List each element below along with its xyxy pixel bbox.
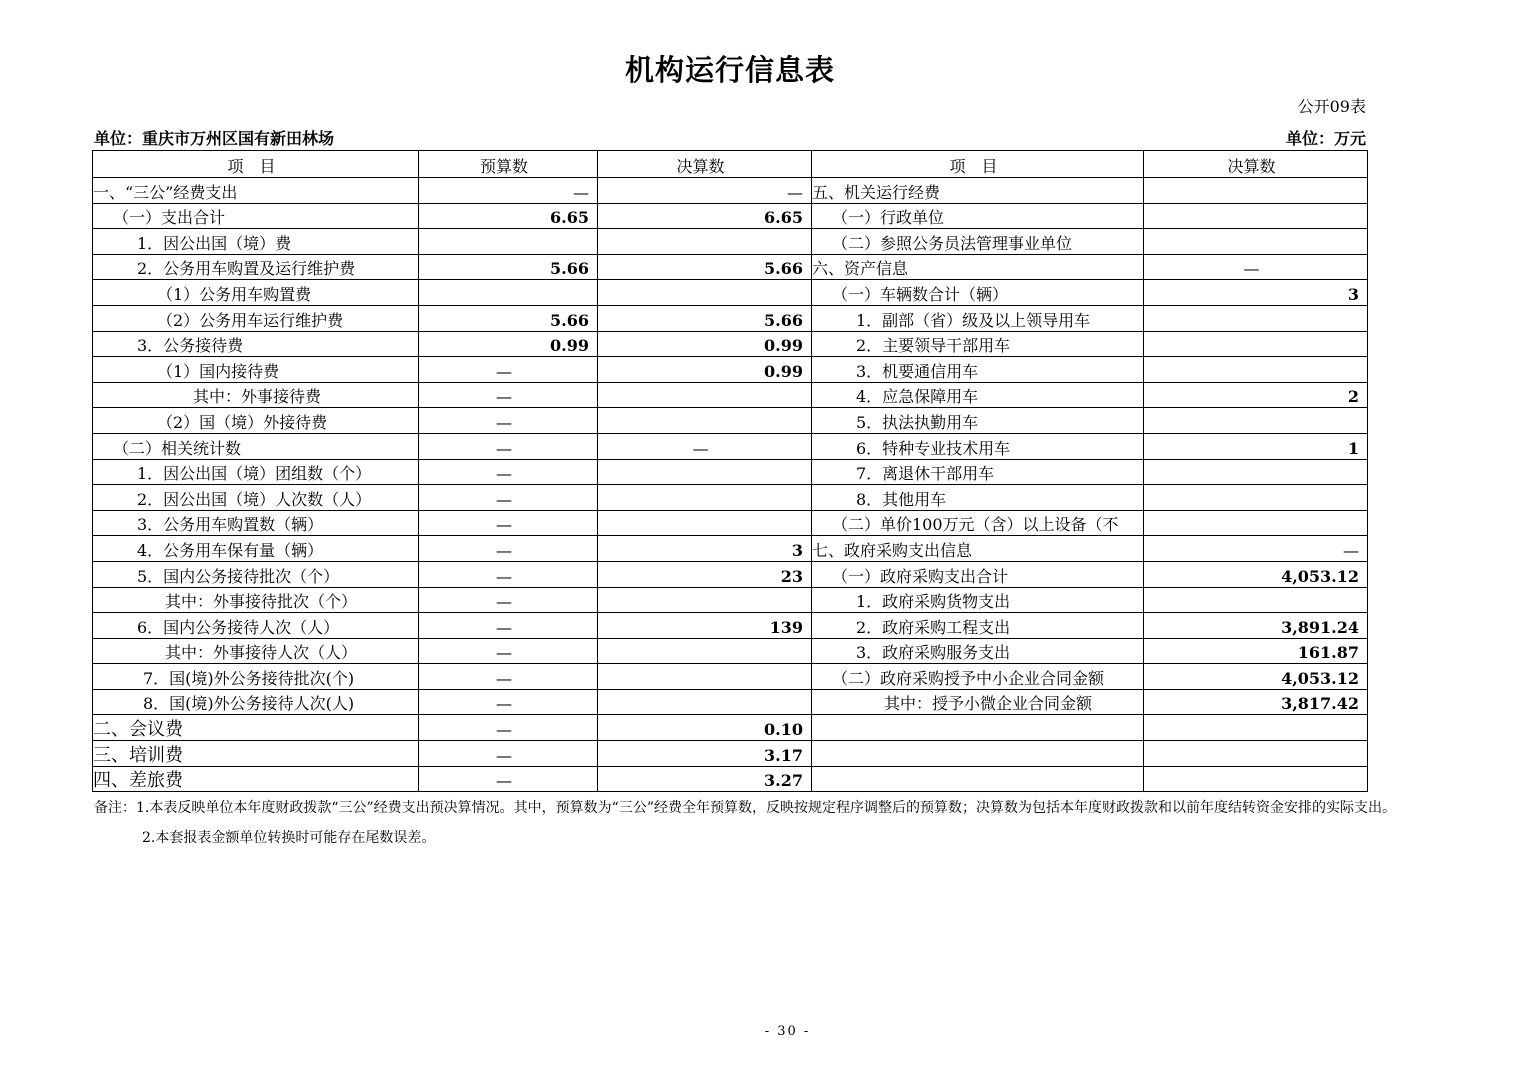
right-item-label: 2．政府采购工程支出 [812, 613, 1144, 639]
budget-value: — [419, 357, 598, 383]
budget-value [419, 229, 598, 255]
table-row [93, 561, 1368, 587]
budget-value: — [419, 613, 598, 639]
table-row [93, 382, 1368, 408]
unit-organization: 单位：重庆市万州区国有新田林场 [94, 129, 335, 148]
left-item-label: 6．国内公务接待人次（人） [93, 613, 419, 639]
right-item-label: 六、资产信息 [812, 254, 1144, 280]
final-value: 23 [598, 561, 812, 587]
left-item-label: 其中：外事接待人次（人） [93, 638, 419, 664]
right-item-label: 1．政府采购货物支出 [812, 587, 1144, 613]
right-item-label: 2．主要领导干部用车 [812, 331, 1144, 357]
table-row [93, 689, 1368, 715]
final-value: — [598, 433, 812, 459]
budget-value: — [419, 485, 598, 511]
left-item-label: 3．公务用车购置数（辆） [93, 510, 419, 536]
right-item-label: 8．其他用车 [812, 485, 1144, 511]
budget-value: 5.66 [419, 305, 598, 331]
left-item-label: 1．因公出国（境）团组数（个） [93, 459, 419, 485]
table-row [93, 305, 1368, 331]
right-final-value: 4,053.12 [1144, 664, 1368, 690]
right-final-value [1144, 459, 1368, 485]
header-budget: 预算数 [419, 151, 598, 178]
right-final-value [1144, 178, 1368, 204]
right-final-value: 2 [1144, 382, 1368, 408]
left-item-label: 5．国内公务接待批次（个） [93, 561, 419, 587]
final-value: 0.99 [598, 331, 812, 357]
right-final-value [1144, 203, 1368, 229]
right-item-label: 1．副部（省）级及以上领导用车 [812, 305, 1144, 331]
header-final-right: 决算数 [1144, 151, 1368, 178]
notes [94, 793, 1484, 853]
table-row [93, 331, 1368, 357]
right-item-label: 3．政府采购服务支出 [812, 638, 1144, 664]
right-item-label: 3．机要通信用车 [812, 357, 1144, 383]
left-item-label: 2．因公出国（境）人次数（人） [93, 485, 419, 511]
table-row [93, 254, 1368, 280]
final-value [598, 587, 812, 613]
budget-value: — [419, 664, 598, 690]
left-item-label: 3．公务接待费 [93, 331, 419, 357]
note-2: 2.本套报表金额单位转换时可能存在尾数误差。 [142, 830, 436, 846]
budget-value: — [419, 459, 598, 485]
right-item-label: （二）参照公务员法管理事业单位 [812, 229, 1144, 255]
header-item-right: 项 目 [812, 151, 1144, 178]
right-final-value [1144, 229, 1368, 255]
table-row [93, 536, 1368, 562]
right-final-value [1144, 510, 1368, 536]
final-value: 0.10 [598, 715, 812, 741]
table-row [93, 715, 1368, 741]
left-item-label: 7．国(境)外公务接待批次(个) [93, 664, 419, 690]
note-1: 备注：1.本表反映单位本年度财政拨款“三公”经费支出预决算情况。其中，预算数为“三公”经费全年预算数，反映按规定程序调整后的预算数；决算数为包括本年度财政拨款和以前年度结转资金安排的实际支出。 [94, 800, 1396, 816]
right-final-value [1144, 715, 1368, 741]
table-row [93, 357, 1368, 383]
header-final-left: 决算数 [598, 151, 812, 178]
table-row [93, 741, 1368, 767]
budget-value: — [419, 741, 598, 767]
final-value [598, 408, 812, 434]
final-value [598, 485, 812, 511]
left-item-label: （一）支出合计 [93, 203, 419, 229]
right-final-value: 3,891.24 [1144, 613, 1368, 639]
left-item-label: 1．因公出国（境）费 [93, 229, 419, 255]
budget-value: 0.99 [419, 331, 598, 357]
left-item-label: 2．公务用车购置及运行维护费 [93, 254, 419, 280]
right-item-label: 6．特种专业技术用车 [812, 433, 1144, 459]
table-row [93, 229, 1368, 255]
right-final-value [1144, 766, 1368, 792]
right-item-label: 7．离退休干部用车 [812, 459, 1144, 485]
table-header-row [93, 151, 1368, 178]
final-value [598, 638, 812, 664]
table-row [93, 459, 1368, 485]
right-final-value [1144, 357, 1368, 383]
table-row [93, 766, 1368, 792]
budget-value: 6.65 [419, 203, 598, 229]
left-item-label: 二、会议费 [93, 715, 419, 741]
table-row [93, 510, 1368, 536]
budget-value: — [419, 433, 598, 459]
right-item-label: （一）车辆数合计（辆） [812, 280, 1144, 306]
right-final-value: — [1144, 254, 1368, 280]
final-value: 3 [598, 536, 812, 562]
right-final-value [1144, 741, 1368, 767]
left-item-label: （二）相关统计数 [93, 433, 419, 459]
final-value [598, 664, 812, 690]
right-final-value: 3,817.42 [1144, 689, 1368, 715]
left-item-label: 四、差旅费 [93, 766, 419, 792]
left-item-label: 三、培训费 [93, 741, 419, 767]
right-final-value [1144, 305, 1368, 331]
final-value: 139 [598, 613, 812, 639]
final-value [598, 382, 812, 408]
table-row [93, 178, 1368, 204]
left-item-label: （1）公务用车购置费 [93, 280, 419, 306]
right-item-label: （一）政府采购支出合计 [812, 561, 1144, 587]
budget-value: — [419, 510, 598, 536]
final-value: 0.99 [598, 357, 812, 383]
budget-value: — [419, 638, 598, 664]
page-title: 机构运行信息表 [624, 53, 835, 87]
final-value: 3.27 [598, 766, 812, 792]
budget-value: 5.66 [419, 254, 598, 280]
table-row [93, 203, 1368, 229]
header-item-left: 项 目 [93, 151, 419, 178]
right-item-label: （二）单价100万元（含）以上设备（不 [812, 510, 1144, 536]
right-item-label [812, 741, 1144, 767]
right-item-label [812, 766, 1144, 792]
budget-value [419, 280, 598, 306]
left-item-label: 8．国(境)外公务接待人次(人) [93, 689, 419, 715]
budget-value: — [419, 536, 598, 562]
right-item-label: （一）行政单位 [812, 203, 1144, 229]
budget-value: — [419, 587, 598, 613]
right-final-value [1144, 485, 1368, 511]
right-item-label: 5．执法执勤用车 [812, 408, 1144, 434]
final-value [598, 280, 812, 306]
final-value: 5.66 [598, 305, 812, 331]
right-final-value: 3 [1144, 280, 1368, 306]
budget-value: — [419, 178, 598, 204]
table-row [93, 664, 1368, 690]
table-row [93, 408, 1368, 434]
table-row [93, 613, 1368, 639]
right-item-label: 七、政府采购支出信息 [812, 536, 1144, 562]
final-value: 5.66 [598, 254, 812, 280]
budget-value: — [419, 715, 598, 741]
left-item-label: 4．公务用车保有量（辆） [93, 536, 419, 562]
final-value [598, 459, 812, 485]
table-row [93, 433, 1368, 459]
left-item-label: 其中：外事接待批次（个） [93, 587, 419, 613]
right-final-value: 1 [1144, 433, 1368, 459]
budget-value: — [419, 561, 598, 587]
budget-value: — [419, 408, 598, 434]
right-final-value [1144, 587, 1368, 613]
left-item-label: （2）公务用车运行维护费 [93, 305, 419, 331]
right-item-label: （二）政府采购授予中小企业合同金额 [812, 664, 1144, 690]
page-number: - 30 - [764, 1024, 811, 1039]
left-item-label: 其中：外事接待费 [93, 382, 419, 408]
right-item-label: 其中：授予小微企业合同金额 [812, 689, 1144, 715]
unit-currency: 单位：万元 [1285, 129, 1366, 148]
table-row [93, 485, 1368, 511]
right-final-value [1144, 408, 1368, 434]
left-item-label: （2）国（境）外接待费 [93, 408, 419, 434]
table-row [93, 587, 1368, 613]
left-item-label: 一、“三公”经费支出 [93, 178, 419, 204]
final-value [598, 510, 812, 536]
right-final-value [1144, 331, 1368, 357]
table-row [93, 280, 1368, 306]
right-item-label [812, 715, 1144, 741]
right-item-label: 4．应急保障用车 [812, 382, 1144, 408]
table-row [93, 638, 1368, 664]
final-value [598, 689, 812, 715]
final-value [598, 229, 812, 255]
final-value: 6.65 [598, 203, 812, 229]
operation-info-table [92, 150, 1368, 792]
right-item-label: 五、机关运行经费 [812, 178, 1144, 204]
right-final-value: — [1144, 536, 1368, 562]
budget-value: — [419, 766, 598, 792]
right-final-value: 4,053.12 [1144, 561, 1368, 587]
final-value: — [598, 178, 812, 204]
final-value: 3.17 [598, 741, 812, 767]
budget-value: — [419, 689, 598, 715]
left-item-label: （1）国内接待费 [93, 357, 419, 383]
form-number: 公开09表 [1297, 97, 1366, 116]
budget-value: — [419, 382, 598, 408]
right-final-value: 161.87 [1144, 638, 1368, 664]
